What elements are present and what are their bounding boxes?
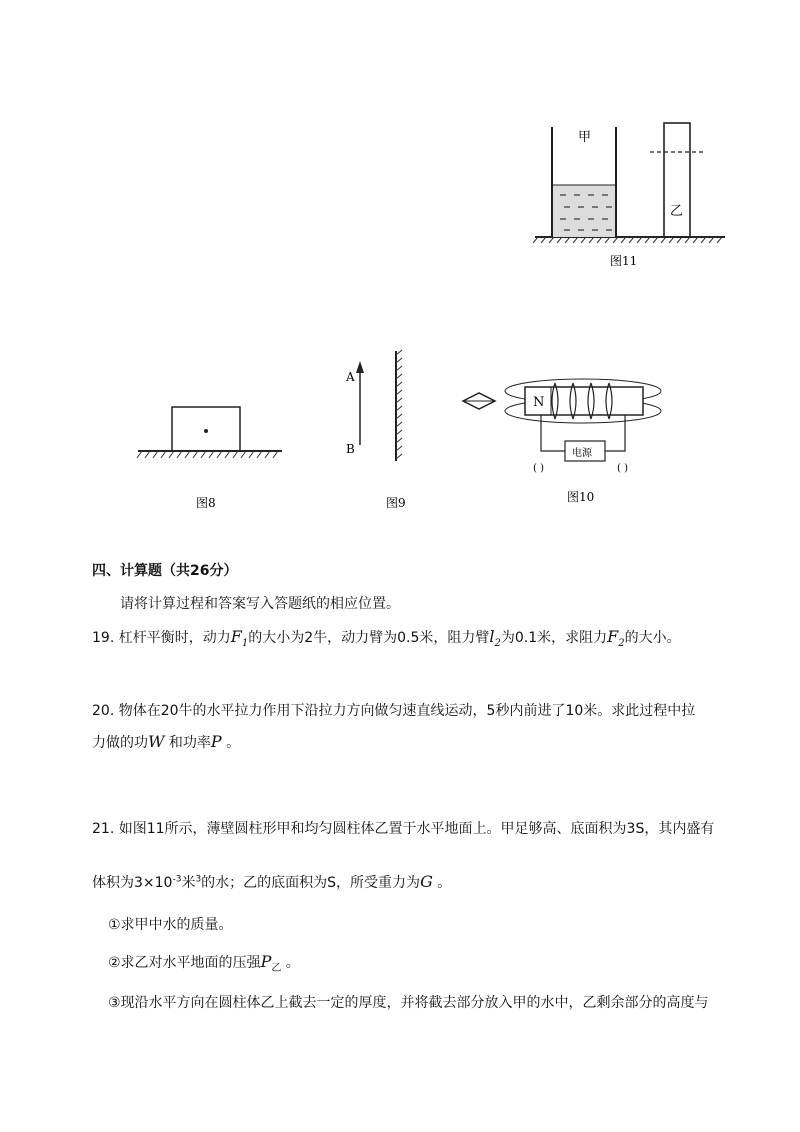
question-21-line-2 bbox=[92, 872, 451, 892]
figure-11 bbox=[530, 115, 730, 275]
var-f1: $F_1$ bbox=[230, 627, 249, 650]
q21-item-3: ③现沿水平方向在圆柱体乙上截去一定的厚度，并将截去部分放入甲的水中，乙剩余部分的高度与 bbox=[108, 995, 709, 1011]
q21-unit: 米 bbox=[181, 875, 196, 891]
q21-item-2-end: 。 bbox=[281, 955, 300, 971]
question-number: 19. bbox=[92, 630, 115, 646]
section-instruction: 请将计算过程和答案写入答题纸的相应位置。 bbox=[120, 596, 400, 612]
water bbox=[553, 185, 615, 237]
q19-text-2: 的大小为2牛，动力臂为0.5米，阻力臂 bbox=[248, 630, 490, 646]
label-b: B bbox=[346, 442, 355, 456]
q21-line-1: 如图11所示，薄壁圆柱形甲和均匀圆柱体乙置于水平地面上。甲足够高、底面积为3S，其内盛有 bbox=[118, 821, 715, 837]
q21-item-2-text: ②求乙对水平地面的压强 bbox=[108, 955, 261, 971]
figure-9 bbox=[330, 345, 430, 515]
pole-n: N bbox=[533, 395, 545, 410]
figure-8 bbox=[130, 395, 290, 515]
var-p: P bbox=[210, 732, 222, 751]
label-jia: 甲 bbox=[578, 130, 592, 145]
power-label: 电源 bbox=[572, 448, 592, 459]
var-w: W bbox=[148, 732, 165, 751]
q21-text-1: 体积为3×10 bbox=[92, 875, 173, 891]
question-19 bbox=[92, 627, 681, 649]
q21-item-2 bbox=[108, 952, 300, 974]
question-20-line-2 bbox=[92, 732, 240, 752]
figure-10 bbox=[455, 365, 670, 515]
exponent: -3 bbox=[172, 874, 182, 885]
question-number: 20. bbox=[92, 703, 115, 719]
label-yi: 乙 bbox=[670, 204, 684, 219]
q21-text-3: 。 bbox=[432, 875, 452, 891]
question-number: 21. bbox=[92, 821, 115, 837]
var-f2: $F_2$ bbox=[607, 627, 625, 650]
paren-right: ( ) bbox=[617, 463, 628, 474]
question-21 bbox=[92, 818, 714, 838]
q20-text-3: 。 bbox=[221, 735, 241, 751]
q20-text-2: 和功率 bbox=[164, 735, 211, 751]
q19-text-3: 为0.1米，求阻力 bbox=[500, 630, 608, 646]
figure-9-caption: 图9 bbox=[386, 496, 406, 510]
unit-exponent: 3 bbox=[195, 874, 202, 885]
q19-text-4: 的大小。 bbox=[624, 630, 681, 646]
section-heading: 四、计算题（共26分） bbox=[92, 563, 238, 579]
figure-8-caption: 图8 bbox=[196, 496, 216, 510]
figure-10-caption: 图10 bbox=[567, 490, 595, 504]
q21-item-1: ①求甲中水的质量。 bbox=[108, 917, 233, 933]
q20-line-1: 物体在20牛的水平拉力作用下沿拉力方向做匀速直线运动，5秒内前进了10米。求此过程中拉 bbox=[118, 703, 696, 719]
var-g: G bbox=[420, 872, 433, 891]
paren-left: ( ) bbox=[533, 463, 544, 474]
figure-11-caption: 图11 bbox=[610, 254, 638, 268]
q21-text-2: 的水；乙的底面积为S，所受重力为 bbox=[201, 875, 421, 891]
q19-text-1: 杠杆平衡时，动力 bbox=[118, 630, 231, 646]
container-jia bbox=[552, 127, 616, 237]
arrow-head-icon bbox=[356, 361, 364, 373]
var-p-yi: $P_乙$ bbox=[260, 952, 282, 975]
cylinder-yi bbox=[650, 123, 706, 237]
center-dot bbox=[204, 429, 208, 433]
q20-text-1: 力做的功 bbox=[92, 735, 148, 751]
var-l2: $l_2$ bbox=[489, 627, 501, 650]
label-a: A bbox=[346, 370, 355, 384]
question-20 bbox=[92, 700, 695, 720]
